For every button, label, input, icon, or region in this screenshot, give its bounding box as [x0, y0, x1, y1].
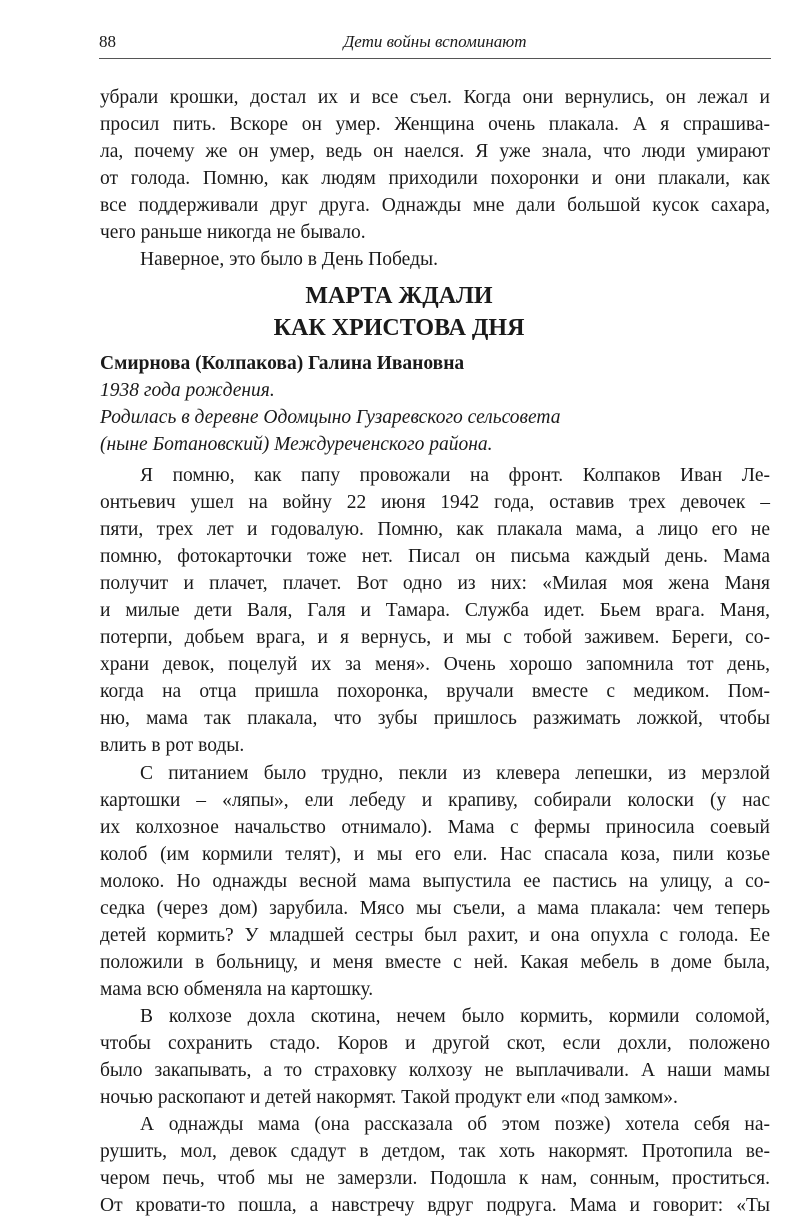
text-line: получит и плачет, плачет. Вот одно из них: «Милая моя жена Маня — [100, 573, 770, 594]
text-line: и милые дети Валя, Галя и Тамара. Служба идет. Бьем врага. Маня, — [100, 600, 770, 621]
text-line: убрали крошки, достал их и все съел. Когда они вернулись, он лежал и — [100, 87, 770, 108]
text-line: помню, фотокарточки тоже нет. Писал он письма каждый день. Мама — [100, 546, 770, 567]
text-line: Я помню, как папу провожали на фронт. Колпаков Иван Ле- — [140, 465, 770, 486]
text-line: от голода. Помню, как людям приходили похоронки и они плакали, как — [100, 168, 770, 189]
text-line: их колхозное начальство отнимало). Мама с фермы приносила соевый — [100, 817, 770, 838]
birthplace-line-2: (ныне Ботановский) Междуреченского района. — [100, 434, 493, 455]
text-line: молоко. Но однажды весной мама выпустила ее пастись на улицу, а со- — [100, 871, 770, 892]
running-title: Дети войны вспоминают — [343, 32, 527, 51]
text-line: рушить, мол, девок сдадут в детдом, так хоть накормят. Протопила ве- — [100, 1141, 770, 1162]
story-title-line-2: КАК ХРИСТОВА ДНЯ — [273, 315, 525, 341]
text-line: Наверное, это было в День Победы. — [140, 249, 438, 270]
text-line: храни девок, поцелуй их за меня». Очень хорошо запомнила тот день, — [100, 654, 770, 675]
text-line: чером печь, чтоб мы не замерзли. Подошла к нам, сонным, проститься. — [100, 1168, 770, 1189]
birth-year: 1938 года рождения. — [100, 380, 275, 401]
text-line: просил пить. Вскоре он умер. Женщина очень плакала. А я спрашива- — [100, 114, 770, 135]
text-line: ночью раскопают и детей накормят. Такой продукт ели «под замком». — [100, 1087, 678, 1108]
text-line: чего раньше никогда не бывало. — [100, 222, 366, 243]
text-line: все поддерживали друг друга. Однажды мне дали большой кусок сахара, — [100, 195, 770, 216]
text-line: ню, мама так плакала, что зубы пришлось разжимать ложкой, чтобы — [100, 708, 770, 729]
text-line: положили в больницу, и меня вместе с ней. Какая мебель в доме была, — [100, 952, 770, 973]
text-line: мама всю обменяла на картошку. — [100, 979, 374, 1000]
text-line: чтобы сохранить стадо. Коров и другой скот, если дохли, положено — [100, 1033, 770, 1054]
page-number: 88 — [99, 32, 116, 51]
text-line: С питанием было трудно, пекли из клевера лепешки, из мерзлой — [140, 763, 770, 784]
text-line: картошки – «ляпы», ели лебеду и крапиву, собирали колоски (у нас — [100, 790, 770, 811]
author-name: Смирнова (Колпакова) Галина Ивановна — [100, 353, 465, 374]
story-title-line-1: МАРТА ЖДАЛИ — [305, 283, 493, 309]
text-line: ла, почему же он умер, ведь он наелся. Я уже знала, что люди умирают — [100, 141, 770, 162]
page-header — [99, 32, 771, 59]
birthplace-line-1: Родилась в деревне Одомцыно Гузаревского сельсовета — [100, 407, 561, 428]
text-line: онтьевич ушел на войну 22 июня 1942 года, оставив трех девочек – — [100, 492, 770, 513]
text-line: когда на отца пришла похоронка, вручали вместе с медиком. Пом- — [100, 681, 770, 702]
text-line: детей кормить? У младшей сестры был рахит, и она опухла с голода. Ее — [100, 925, 770, 946]
text-line: В колхозе дохла скотина, нечем было кормить, кормили соломой, — [140, 1006, 770, 1027]
text-line: потерпи, добьем врага, и я вернусь, и мы с тобой заживем. Береги, со- — [100, 627, 770, 648]
text-line: колоб (им кормили телят), и мы его ели. Нас спасала коза, пили козье — [100, 844, 770, 865]
text-line: От кровати-то пошла, а навстречу вдруг подруга. Мама и говорит: «Ты — [100, 1195, 770, 1216]
text-line: влить в рот воды. — [100, 735, 245, 756]
text-line: седка (через дом) зарубила. Мясо мы съели, а мама плакала: чем теперь — [100, 898, 770, 919]
text-line: А однажды мама (она рассказала об этом позже) хотела себя на- — [140, 1114, 770, 1135]
text-line: пяти, трех лет и годовалую. Помню, как плакала мама, а лицо его не — [100, 519, 770, 540]
text-line: было закапывать, а то страховку колхозу не выплачивали. А наши мамы — [100, 1060, 770, 1081]
